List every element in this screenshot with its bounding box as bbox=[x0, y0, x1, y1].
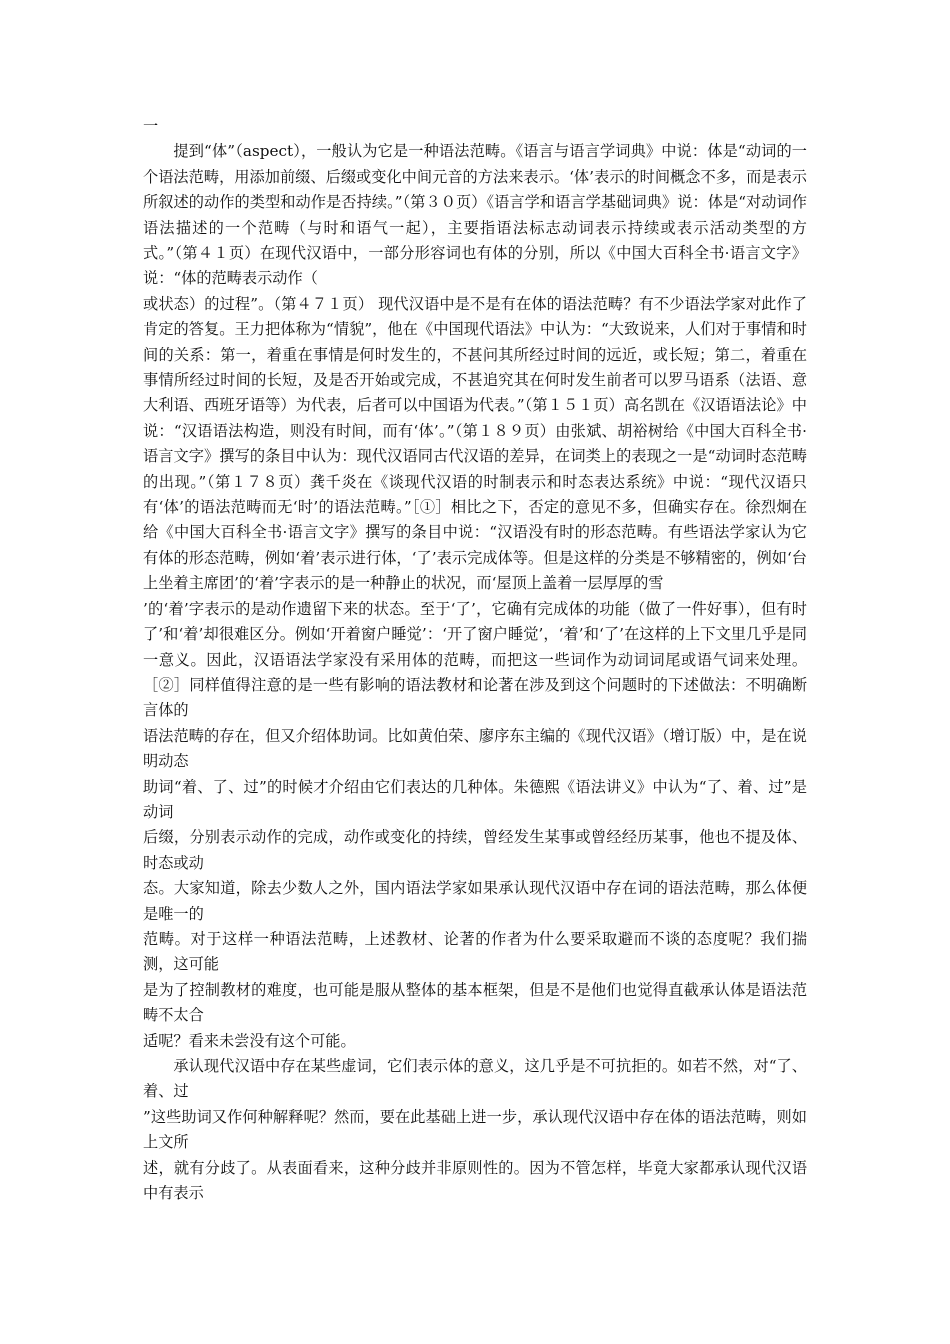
paragraph-2: 承认现代汉语中存在某些虚词，它们表示体的意义，这几乎是不可抗拒的。如若不然，对“了、着、过 ”这些助词又作何种解释呢？然而，要在此基础上进一步，承认现代汉语中存在体的语法范畴，则如上文所 述，就有分歧了。从表面看来，这种分歧并非原则性的。因为不管怎样，毕竟大家都承认现代汉语中有表示 bbox=[143, 1057, 807, 1203]
section-heading: 一 bbox=[143, 117, 159, 135]
paragraph-1: 提到“体”（aspect），一般认为它是一种语法范畴。《语言与语言学词典》中说：体是“动词的一个语法范畴，用添加前缀、后缀或变化中间元音的方法来表示。‘体’表示的时间概念不多，而是表示所叙述的动作的类型和动作是否持续。”（第３０页）《语言学和语言学基础词典》说：体是“对动词作语法描述的一个范畴（与时和语气一起），主要指语法标志动词表示持续或表示活动类型的方式。”（第４１页）在现代汉语中，一部分形容词也有体的分别，所以《中国大百科全书·语言文字》说：“体的范畴表示动作（ 或状态）的过程”。（第４７１页） 现代汉语中是不是有在体的语法范畴？有不少语法学家对此作了肯定的答复。王力把体称为“情貌”，他在《中国现代语法》中认为：“大致说来，人们对于事情和时间的关系：第一，着重在事情是何时发生的，不甚问其所经过时间的远近，或长短；第二，着重在事情所经过时间的长短，及是否开始或完成，不甚追究其在何时发生前者可以罗马语系（法语、意大利语、西班牙语等）为代表，后者可以中国语为代表。”（第１５１页）高名凯在《汉语语法论》中说：“汉语语法构造，则没有时间，而有‘体’。”（第１８９页）由张斌、胡裕树给《中国大百科全书·语言文字》撰写的条目中认为：现代汉语同古代汉语的差异，在词类上的表现之一是“动词时态范畴的出现。”（第１７８页）龚千炎在《谈现代汉语的时制表示和时态表达系统》中说：“现代汉语只有‘体’的语法范畴而无‘时’的语法范畴。”［①］相比之下，否定的意见不多，但确实存在。徐烈炯在给《中国大百科全书·语言文字》撰写的条目中说：“汉语没有时的形态范畴。有些语法学家认为它有体的形态范畴，例如‘着’表示进行体，‘了’表示完成体等。但是这样的分类是不够精密的，例如‘台上坐着主席团’的‘着’字表示的是一种静止的状况，而‘屋顶上盖着一层厚厚的雪 ’的‘着’字表示的是动作遗留下来的状态。至于‘了’，它确有完成体的功能（做了一件好事），但有时了’和‘着’却很难区分。例如‘开着窗户睡觉’：‘开了窗户睡觉’，‘着’和‘了’在这样的上下文里几乎是同一意义。因此，汉语语法学家没有采用体的范畴，而把这一些词作为动词词尾或语气词来处理。［②］同样值得注意的是一些有影响的语法教材和论著在涉及到这个问题时的下述做法：不明确断言体的 语法范畴的存在，但又介绍体助词。比如黄伯荣、廖序东主编的《现代汉语》（增订版）中，是在说明动态 助词“着、了、过”的时候才介绍由它们表达的几种体。朱德熙《语法讲义》中认为“了、着、过”是动词 后缀，分别表示动作的完成，动作或变化的持续，曾经发生某事或曾经经历某事，他也不提及体、时态或动 态。大家知道，除去少数人之外，国内语法学家如果承认现代汉语中存在词的语法范畴，那么体便是唯一的 范畴。对于这样一种语法范畴，上述教材、论著的作者为什么要采取避而不谈的态度呢？我们揣测，这可能 是为了控制教材的难度，也可能是服从整体的基本框架，但是不是他们也觉得直截承认体是语法范畴不太合 适呢？看来未尝没有这个可能。 bbox=[143, 142, 807, 1050]
document-page bbox=[143, 114, 807, 1206]
